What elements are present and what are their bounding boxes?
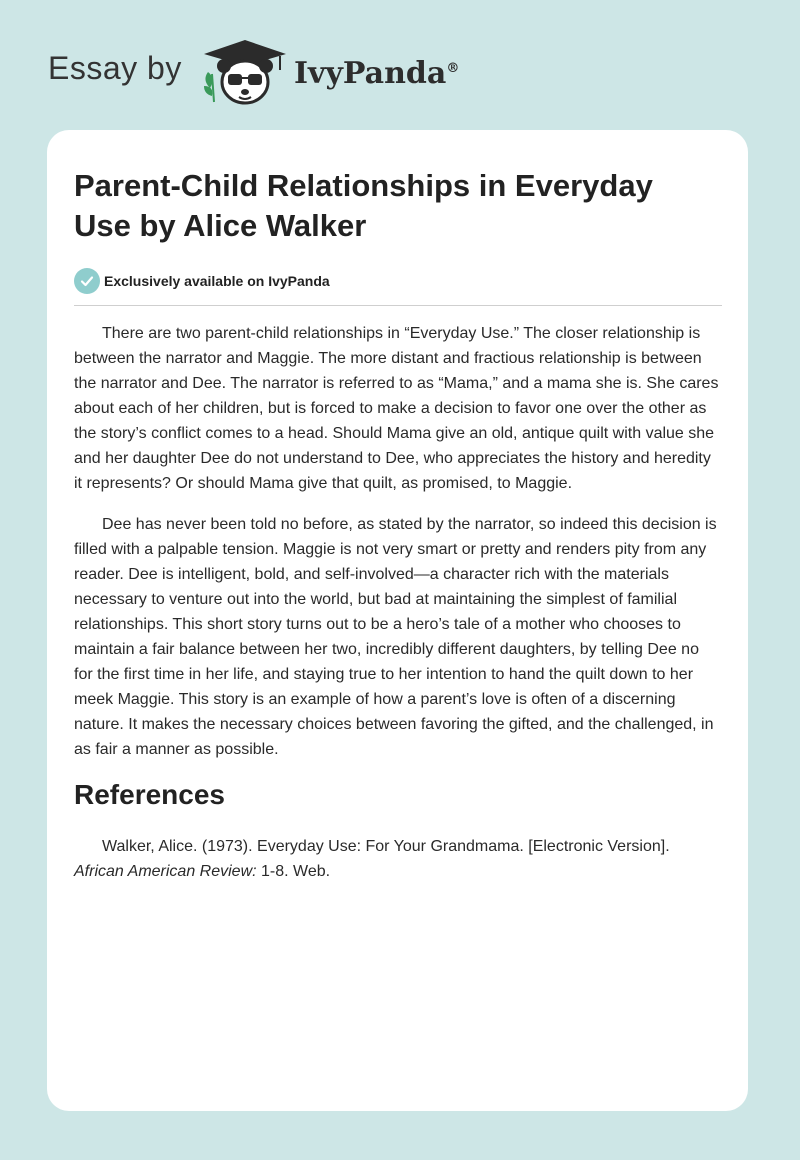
- page-header: [0, 0, 800, 130]
- reference-tail: 1-8. Web.: [256, 863, 331, 880]
- brand-name[interactable]: [294, 56, 459, 91]
- reference-journal: African American Review:: [74, 863, 257, 880]
- brand-text: IvyPanda: [294, 56, 447, 91]
- title-divider: [74, 305, 722, 306]
- exclusive-badge: [74, 267, 721, 295]
- references-heading: References: [74, 779, 225, 810]
- reference-entry: [74, 834, 722, 884]
- essay-card: [47, 130, 748, 1111]
- body-paragraph: Dee has never been told no before, as stated by the narrator, so indeed this decision is filled with a palpable tension. Maggie is not very smart or pretty and renders pity from any reader. Dee is intelligent, bold, and self-involved—a character rich with the materials necessary to venture out into the world, but bad at maintaining the simplest of familial relationships. This short story turns out to be a hero’s tale of a mother who chooses to maintain a fair balance between her two, incredibly different daughters, by telling Dee no for the first time in her life, and staying true to her intention to hand the quilt down to her meek Maggie. This story is an example of how a parent’s love is often of a discerning nature. It makes the necessary choices between favoring the gifted, and the challenged, in as fair a manner as possible.: [74, 516, 717, 758]
- essay-title: Parent-Child Relationships in Everyday Use by Alice Walker: [74, 168, 653, 243]
- check-circle-icon: [74, 268, 100, 294]
- exclusive-badge-text: Exclusively available on IvyPanda: [104, 273, 330, 289]
- registered-mark: ®: [446, 61, 460, 76]
- essay-body: [74, 321, 722, 762]
- reference-main: Walker, Alice. (1973). Everyday Use: For Your Grandmama. [Electronic Version].: [102, 838, 670, 855]
- body-paragraph: There are two parent-child relationships in “Everyday Use.” The closer relationship is between the narrator and Maggie. The more distant and fractious relationship is between the narrator and Dee. The narrator is referred to as “Mama,” and a mama she is. She cares about each of her children, but is forced to make a decision to favor one over the other as the story’s conflict comes to a head. Should Mama give an old, antique quilt with value she and her daughter Dee do not understand to Dee, who appreciates the history and heredity it represents? Or should Mama give that quilt, as promised, to Maggie.: [74, 325, 719, 492]
- panda-graduate-icon[interactable]: [200, 36, 290, 108]
- essay-by-label: Essay by: [48, 50, 182, 86]
